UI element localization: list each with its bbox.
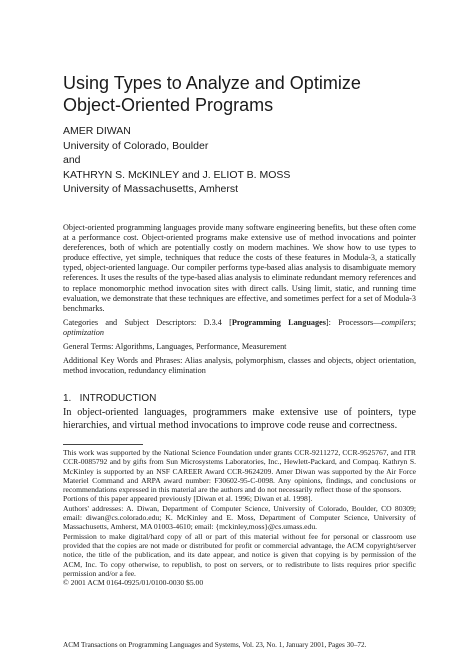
categories-separator: ; [413, 317, 416, 327]
categories-italic-optimization: optimization [63, 327, 104, 337]
keywords: Additional Key Words and Phrases: Alias analysis, polymorphism, classes and objects, object orientation, method invocation, redundancy elimination [63, 356, 416, 376]
categories-italic-compilers: compilers [381, 317, 414, 327]
footnote-permission: Permission to make digital/hard copy of all or part of this material without fee for personal or classroom use provided that the copies are not made or distributed for profit or commercial advantage, the ACM copyright/server notice, the title of the publication, and its date appear, and notice is given that copying is by permission of the ACM, Inc. To copy otherwise, to republish, to post on servers, or to redistribute to lists requires prior specific permission and/or a fee. [63, 531, 416, 578]
title-line-1: Using Types to Analyze and Optimize [63, 73, 361, 93]
footnote-addresses: Authors' addresses: A. Diwan, Department of Computer Science, University of Colorado, Boulder, CO 80309; email: diwan@cs.colorado.edu; K. McKinley and E. Moss, Department of Computer Science, University of Massachusetts, Amherst, MA 01003-4610; email: {mckinley,moss}@cs.umass.edu. [63, 503, 416, 532]
footnote-copyright: © 2001 ACM 0164-0925/01/0100-0030 $5.00 [63, 578, 204, 588]
introduction-text: In object-oriented languages, programmers make extensive use of pointers, type hierarchies, and virtual method invocations to improve code reuse and correctness. [63, 407, 416, 431]
categories-descriptors [63, 318, 416, 338]
author-name-2: KATHRYN S. McKINLEY and J. ELIOT B. MOSS [63, 168, 291, 181]
footnotes [63, 448, 416, 587]
running-footer: ACM Transactions on Programming Languages and Systems, Vol. 23, No. 1, January 2001, Pages 30–72. [63, 641, 367, 649]
author-and: and [63, 154, 81, 166]
author-block [63, 124, 290, 197]
general-terms: General Terms: Algorithms, Languages, Performance, Measurement [63, 342, 287, 352]
section-heading: 1. INTRODUCTION [63, 393, 157, 404]
paper-title [63, 72, 361, 116]
footnote-support: This work was supported by the National Science Foundation under grants CCR-9211272, CCR-9525767, and ITR CCR-0085792 and by gifts from Sun Microsystems Laboratories, Inc., Hewlett-Packard, and Compaq. Kathryn S. McKinley is supported by an NSF CAREER Award CCR-9624209. Amer Diwan was supported by the Air Force Materiel Command and ARPA award number: F30602-95-C-0098. Any opinions, findings, and conclusions or recommendations expressed in this material are the authors and do not necessarily reflect those of the sponsors. [63, 448, 416, 495]
categories-bold: Programming Languages [231, 317, 326, 327]
author-name-1: AMER DIWAN [63, 125, 131, 137]
categories-prefix: Categories and Subject Descriptors: D.3.4 [ [63, 317, 232, 327]
author-affiliation-2: University of Massachusetts, Amherst [63, 183, 239, 195]
footnote-previous: Portions of this paper appeared previously [Diwan et al. 1996; Diwan et al. 1998]. [63, 494, 313, 504]
title-line-2: Object-Oriented Programs [63, 95, 274, 115]
abstract [63, 223, 416, 380]
footnote-rule [63, 444, 143, 445]
author-affiliation-1: University of Colorado, Boulder [63, 139, 209, 152]
categories-mid: ]: Processors— [325, 317, 382, 327]
abstract-text: Object-oriented programming languages provide many software engineering benefits, but these often come at a performance cost. Object-oriented programs make extensive use of method invocations and pointer dereferences, both of which are potentially costly on modern machines. We show how to use types to produce effective, yet simple, techniques that reduce the costs of these features in Modula-3, a statically typed, object-oriented language. Our compiler performs type-based alias analysis to disambiguate memory references. It uses the results of the type-based alias analysis to eliminate redundant memory references and to replace monomorphic method invocation sites with direct calls. Using limit, static, and running time evaluation, we demonstrate that these techniques are effective, and sometimes perfect for a set of Modula-3 benchmarks. [63, 223, 416, 313]
